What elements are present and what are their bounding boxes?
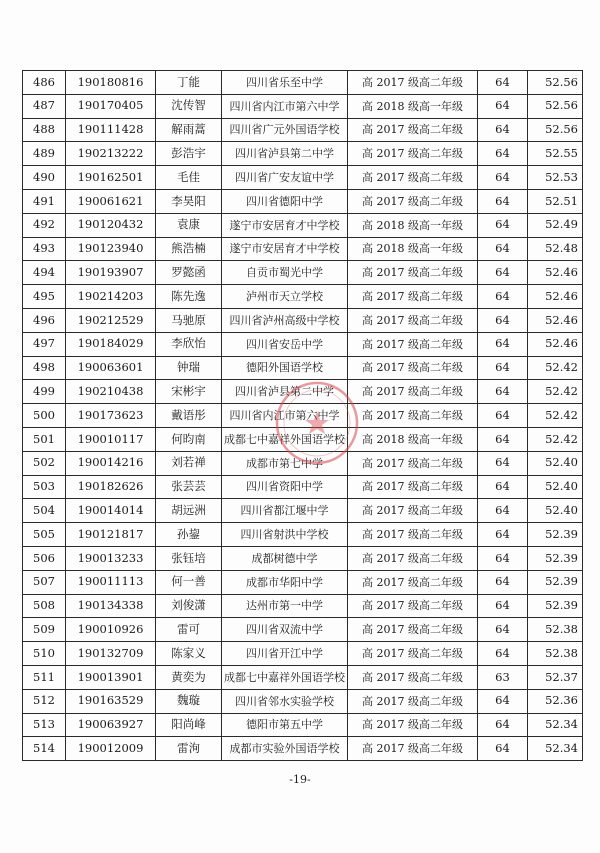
score-cell: 63	[478, 665, 528, 689]
table-row	[23, 713, 583, 737]
rank-cell: 492	[23, 213, 66, 237]
table-row	[23, 285, 583, 309]
rank-cell: 509	[23, 618, 66, 642]
total-score-cell: 52.53	[528, 166, 583, 190]
exam-id-cell: 190134338	[66, 594, 156, 618]
rank-cell: 508	[23, 594, 66, 618]
score-cell: 64	[478, 546, 528, 570]
score-cell: 64	[478, 451, 528, 475]
table-row	[23, 380, 583, 404]
school-cell: 成都七中嘉祥外国语学校	[222, 665, 348, 689]
table-row	[23, 94, 583, 118]
grade-cell: 高 2017 级高二年级	[348, 261, 478, 285]
student-name-cell: 彭浩宇	[156, 142, 222, 166]
grade-cell: 高 2018 级高一年级	[348, 427, 478, 451]
grade-cell: 高 2018 级高一年级	[348, 237, 478, 261]
total-score-cell: 52.56	[528, 118, 583, 142]
total-score-cell: 52.48	[528, 237, 583, 261]
rank-cell: 490	[23, 166, 66, 190]
rank-cell: 507	[23, 570, 66, 594]
rank-cell: 505	[23, 523, 66, 547]
grade-cell: 高 2017 级高二年级	[348, 380, 478, 404]
score-cell: 64	[478, 523, 528, 547]
score-cell: 64	[478, 142, 528, 166]
grade-cell: 高 2017 级高二年级	[348, 570, 478, 594]
total-score-cell: 52.49	[528, 213, 583, 237]
page-number: -19-	[289, 773, 311, 786]
table-row	[23, 404, 583, 428]
rank-cell: 512	[23, 689, 66, 713]
rank-cell: 502	[23, 451, 66, 475]
rank-cell: 493	[23, 237, 66, 261]
school-cell: 成都市实验外国语学校	[222, 737, 348, 761]
score-cell: 64	[478, 189, 528, 213]
table-row	[23, 499, 583, 523]
score-cell: 64	[478, 213, 528, 237]
score-cell: 64	[478, 594, 528, 618]
student-name-cell: 熊浩楠	[156, 237, 222, 261]
table-row	[23, 594, 583, 618]
student-name-cell: 孙鋆	[156, 523, 222, 547]
total-score-cell: 52.36	[528, 689, 583, 713]
exam-id-cell: 190173623	[66, 404, 156, 428]
exam-id-cell: 190162501	[66, 166, 156, 190]
grade-cell: 高 2017 级高二年级	[348, 332, 478, 356]
exam-id-cell: 190010926	[66, 618, 156, 642]
student-name-cell: 刘若禅	[156, 451, 222, 475]
exam-id-cell: 190170405	[66, 94, 156, 118]
table-row	[23, 118, 583, 142]
student-name-cell: 张芸芸	[156, 475, 222, 499]
total-score-cell: 52.40	[528, 499, 583, 523]
total-score-cell: 52.42	[528, 380, 583, 404]
table-row	[23, 665, 583, 689]
exam-id-cell: 190061621	[66, 189, 156, 213]
exam-id-cell: 190184029	[66, 332, 156, 356]
table-row	[23, 475, 583, 499]
rank-cell: 511	[23, 665, 66, 689]
school-cell: 四川省广元外国语学校	[222, 118, 348, 142]
student-name-cell: 马驰原	[156, 308, 222, 332]
exam-id-cell: 190111428	[66, 118, 156, 142]
student-name-cell: 胡远洲	[156, 499, 222, 523]
school-cell: 成都树德中学	[222, 546, 348, 570]
rank-cell: 500	[23, 404, 66, 428]
rank-cell: 491	[23, 189, 66, 213]
score-cell: 64	[478, 166, 528, 190]
score-cell: 64	[478, 380, 528, 404]
exam-id-cell: 190213222	[66, 142, 156, 166]
score-cell: 64	[478, 94, 528, 118]
table-row	[23, 261, 583, 285]
school-cell: 四川省邻水实验学校	[222, 689, 348, 713]
student-name-cell: 黄奕为	[156, 665, 222, 689]
student-name-cell: 丁能	[156, 71, 222, 95]
score-cell: 64	[478, 427, 528, 451]
student-name-cell: 魏璇	[156, 689, 222, 713]
exam-id-cell: 190014216	[66, 451, 156, 475]
exam-id-cell: 190013233	[66, 546, 156, 570]
school-cell: 德阳市第五中学	[222, 713, 348, 737]
rank-cell: 495	[23, 285, 66, 309]
exam-id-cell: 190193907	[66, 261, 156, 285]
grade-cell: 高 2017 级高二年级	[348, 451, 478, 475]
rank-cell: 494	[23, 261, 66, 285]
total-score-cell: 52.55	[528, 142, 583, 166]
total-score-cell: 52.39	[528, 594, 583, 618]
score-cell: 64	[478, 71, 528, 95]
total-score-cell: 52.38	[528, 642, 583, 666]
grade-cell: 高 2017 级高二年级	[348, 118, 478, 142]
grade-cell: 高 2017 级高二年级	[348, 285, 478, 309]
exam-id-cell: 190012009	[66, 737, 156, 761]
rank-cell: 487	[23, 94, 66, 118]
grade-cell: 高 2018 级高一年级	[348, 213, 478, 237]
school-cell: 四川省德阳中学	[222, 189, 348, 213]
grade-cell: 高 2017 级高二年级	[348, 404, 478, 428]
student-name-cell: 袁康	[156, 213, 222, 237]
exam-id-cell: 190180816	[66, 71, 156, 95]
student-name-cell: 何昀南	[156, 427, 222, 451]
total-score-cell: 52.38	[528, 618, 583, 642]
table-row	[23, 451, 583, 475]
exam-id-cell: 190011113	[66, 570, 156, 594]
table-row	[23, 142, 583, 166]
school-cell: 成都市第七中学	[222, 451, 348, 475]
rank-cell: 506	[23, 546, 66, 570]
student-name-cell: 钟瑞	[156, 356, 222, 380]
table-row	[23, 166, 583, 190]
exam-id-cell: 190010117	[66, 427, 156, 451]
table-row	[23, 356, 583, 380]
student-name-cell: 李昊阳	[156, 189, 222, 213]
total-score-cell: 52.46	[528, 261, 583, 285]
score-cell: 64	[478, 689, 528, 713]
student-name-cell: 雷可	[156, 618, 222, 642]
exam-id-cell: 190132709	[66, 642, 156, 666]
total-score-cell: 52.37	[528, 665, 583, 689]
student-name-cell: 沈传智	[156, 94, 222, 118]
school-cell: 遂宁市安居育才中学校	[222, 237, 348, 261]
grade-cell: 高 2017 级高二年级	[348, 475, 478, 499]
exam-id-cell: 190182626	[66, 475, 156, 499]
rank-cell: 514	[23, 737, 66, 761]
score-cell: 64	[478, 713, 528, 737]
exam-id-cell: 190013901	[66, 665, 156, 689]
student-name-cell: 陈先逸	[156, 285, 222, 309]
rank-cell: 501	[23, 427, 66, 451]
exam-id-cell: 190212529	[66, 308, 156, 332]
total-score-cell: 52.56	[528, 94, 583, 118]
school-cell: 四川省泸县第二中学	[222, 142, 348, 166]
score-cell: 64	[478, 332, 528, 356]
results-table-body	[23, 71, 583, 761]
score-cell: 64	[478, 404, 528, 428]
student-name-cell: 阳尚峰	[156, 713, 222, 737]
exam-id-cell: 190123940	[66, 237, 156, 261]
grade-cell: 高 2017 级高二年级	[348, 166, 478, 190]
total-score-cell: 52.39	[528, 570, 583, 594]
grade-cell: 高 2017 级高二年级	[348, 642, 478, 666]
exam-id-cell: 190063927	[66, 713, 156, 737]
exam-id-cell: 190210438	[66, 380, 156, 404]
grade-cell: 高 2018 级高一年级	[348, 94, 478, 118]
grade-cell: 高 2017 级高二年级	[348, 594, 478, 618]
score-cell: 64	[478, 475, 528, 499]
school-cell: 四川省都江堰中学	[222, 499, 348, 523]
school-cell: 四川省资阳中学	[222, 475, 348, 499]
grade-cell: 高 2017 级高二年级	[348, 142, 478, 166]
school-cell: 四川省安岳中学	[222, 332, 348, 356]
rank-cell: 499	[23, 380, 66, 404]
score-cell: 64	[478, 642, 528, 666]
grade-cell: 高 2017 级高二年级	[348, 618, 478, 642]
school-cell: 成都市华阳中学	[222, 570, 348, 594]
score-cell: 64	[478, 308, 528, 332]
table-row	[23, 237, 583, 261]
table-row	[23, 189, 583, 213]
table-row	[23, 71, 583, 95]
grade-cell: 高 2017 级高二年级	[348, 523, 478, 547]
exam-id-cell: 190121817	[66, 523, 156, 547]
student-name-cell: 宋彬宇	[156, 380, 222, 404]
student-name-cell: 何一善	[156, 570, 222, 594]
student-name-cell: 罗懿函	[156, 261, 222, 285]
rank-cell: 489	[23, 142, 66, 166]
score-cell: 64	[478, 618, 528, 642]
school-cell: 四川省泸县第二中学	[222, 380, 348, 404]
table-row	[23, 642, 583, 666]
grade-cell: 高 2017 级高二年级	[348, 689, 478, 713]
school-cell: 德阳外国语学校	[222, 356, 348, 380]
total-score-cell: 52.40	[528, 475, 583, 499]
grade-cell: 高 2017 级高二年级	[348, 499, 478, 523]
total-score-cell: 52.51	[528, 189, 583, 213]
school-cell: 成都七中嘉祥外国语学校	[222, 427, 348, 451]
results-table	[22, 70, 583, 761]
grade-cell: 高 2017 级高二年级	[348, 71, 478, 95]
grade-cell: 高 2017 级高二年级	[348, 737, 478, 761]
exam-id-cell: 190120432	[66, 213, 156, 237]
school-cell: 四川省泸州高级中学校	[222, 308, 348, 332]
total-score-cell: 52.46	[528, 308, 583, 332]
school-cell: 达州市第一中学	[222, 594, 348, 618]
total-score-cell: 52.42	[528, 356, 583, 380]
table-row	[23, 332, 583, 356]
table-row	[23, 213, 583, 237]
student-name-cell: 戴语彤	[156, 404, 222, 428]
school-cell: 四川省广安友谊中学	[222, 166, 348, 190]
rank-cell: 497	[23, 332, 66, 356]
total-score-cell: 52.34	[528, 713, 583, 737]
student-name-cell: 张钰培	[156, 546, 222, 570]
total-score-cell: 52.40	[528, 451, 583, 475]
school-cell: 四川省内江市第六中学	[222, 94, 348, 118]
score-cell: 64	[478, 285, 528, 309]
table-row	[23, 523, 583, 547]
student-name-cell: 陈家义	[156, 642, 222, 666]
table-row	[23, 618, 583, 642]
student-name-cell: 李欣怡	[156, 332, 222, 356]
school-cell: 四川省双流中学	[222, 618, 348, 642]
score-cell: 64	[478, 261, 528, 285]
school-cell: 自贡市蜀光中学	[222, 261, 348, 285]
table-row	[23, 570, 583, 594]
student-name-cell: 解雨蒿	[156, 118, 222, 142]
total-score-cell: 52.56	[528, 71, 583, 95]
exam-id-cell: 190163529	[66, 689, 156, 713]
score-cell: 64	[478, 356, 528, 380]
total-score-cell: 52.46	[528, 332, 583, 356]
total-score-cell: 52.42	[528, 427, 583, 451]
exam-id-cell: 190214203	[66, 285, 156, 309]
total-score-cell: 52.34	[528, 737, 583, 761]
rank-cell: 498	[23, 356, 66, 380]
table-row	[23, 427, 583, 451]
exam-id-cell: 190063601	[66, 356, 156, 380]
score-cell: 64	[478, 570, 528, 594]
school-cell: 四川省开江中学	[222, 642, 348, 666]
grade-cell: 高 2017 级高二年级	[348, 713, 478, 737]
student-name-cell: 毛佳	[156, 166, 222, 190]
rank-cell: 510	[23, 642, 66, 666]
total-score-cell: 52.42	[528, 404, 583, 428]
table-row	[23, 689, 583, 713]
exam-id-cell: 190014014	[66, 499, 156, 523]
rank-cell: 503	[23, 475, 66, 499]
school-cell: 四川省乐至中学	[222, 71, 348, 95]
total-score-cell: 52.39	[528, 546, 583, 570]
table-row	[23, 546, 583, 570]
school-cell: 四川省内江市第六中学	[222, 404, 348, 428]
rank-cell: 488	[23, 118, 66, 142]
school-cell: 遂宁市安居育才中学校	[222, 213, 348, 237]
grade-cell: 高 2017 级高二年级	[348, 356, 478, 380]
score-cell: 64	[478, 499, 528, 523]
table-row	[23, 737, 583, 761]
school-cell: 泸州市天立学校	[222, 285, 348, 309]
rank-cell: 513	[23, 713, 66, 737]
grade-cell: 高 2017 级高二年级	[348, 546, 478, 570]
score-cell: 64	[478, 118, 528, 142]
score-cell: 64	[478, 237, 528, 261]
score-cell: 64	[478, 737, 528, 761]
student-name-cell: 刘俊潇	[156, 594, 222, 618]
grade-cell: 高 2017 级高二年级	[348, 308, 478, 332]
school-cell: 四川省射洪中学校	[222, 523, 348, 547]
table-row	[23, 308, 583, 332]
total-score-cell: 52.39	[528, 523, 583, 547]
rank-cell: 486	[23, 71, 66, 95]
rank-cell: 504	[23, 499, 66, 523]
rank-cell: 496	[23, 308, 66, 332]
grade-cell: 高 2017 级高二年级	[348, 665, 478, 689]
total-score-cell: 52.46	[528, 285, 583, 309]
student-name-cell: 雷洵	[156, 737, 222, 761]
grade-cell: 高 2017 级高二年级	[348, 189, 478, 213]
